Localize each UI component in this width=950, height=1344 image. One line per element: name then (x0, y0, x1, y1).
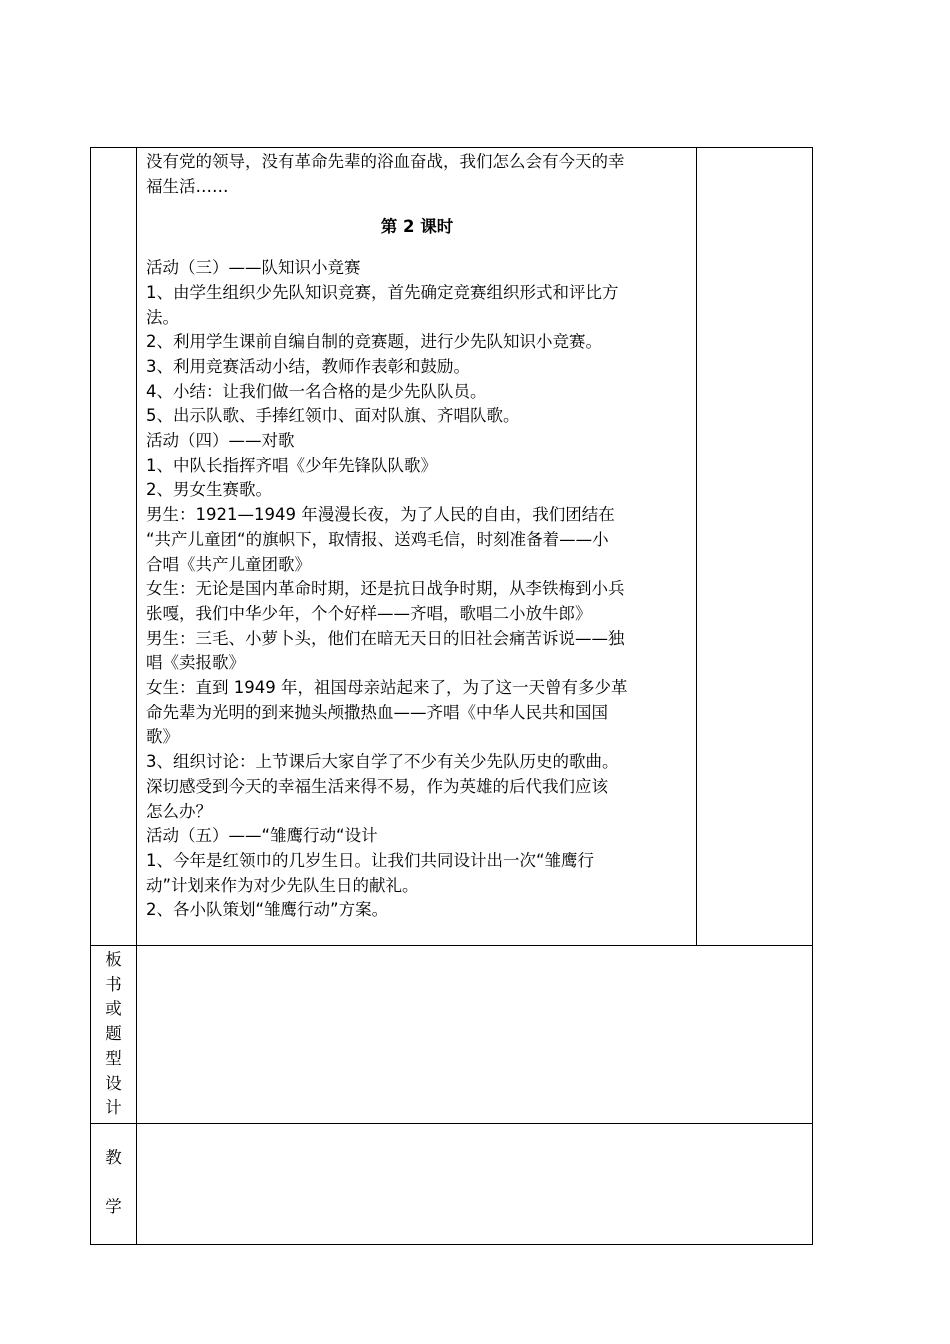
content-line: 深切感受到今天的幸福生活来得不易，作为英雄的后代我们应该 (146, 776, 608, 796)
label-char: 或 (105, 999, 122, 1019)
content-line: 1、由学生组织少先队知识竞赛，首先确定竞赛组织形式和评比方 (146, 282, 619, 302)
content-line: 活动（四）——对歌 (146, 431, 295, 451)
board-design-row (91, 946, 813, 1124)
content-line: 女生：无论是国内革命时期，还是抗日战争时期，从李铁梅到小兵 (146, 579, 625, 599)
label-char: 板 (105, 950, 122, 969)
label-char: 计 (105, 1098, 122, 1118)
content-row (91, 148, 813, 946)
content-line: 2、利用学生课前自编自制的竞赛题，进行少先队知识小竞赛。 (146, 332, 602, 352)
row-label-cell-empty (91, 148, 137, 946)
content-line: 法。 (146, 307, 179, 327)
content-line: 1、中队长指挥齐唱《少年先锋队队歌》 (146, 455, 437, 475)
content-line: 没有党的领导，没有革命先辈的浴血奋战，我们怎么会有今天的幸 (146, 152, 625, 171)
lesson-plan-table (90, 147, 813, 1245)
notes-cell (697, 148, 813, 946)
content-line: 怎么办？ (146, 801, 212, 821)
label-char: 教 (105, 1148, 122, 1167)
lesson-content-cell (137, 148, 697, 946)
board-design-content (137, 946, 813, 1124)
board-design-label (91, 946, 137, 1124)
lesson-period-heading: 第 2 课时 (380, 217, 454, 237)
content-line: 2、男女生赛歌。 (146, 480, 272, 500)
teaching-row (91, 1124, 813, 1245)
label-char: 设 (105, 1073, 122, 1093)
label-char: 题 (105, 1024, 122, 1044)
content-line: 活动（五）——“雏鹰行动“设计 (146, 826, 378, 846)
content-line: 4、小结：让我们做一名合格的是少先队队员。 (146, 381, 487, 401)
content-line: 3、组织讨论：上节课后大家自学了不少有关少先队历史的歌曲。 (146, 752, 619, 772)
content-line: 动”计划来作为对少先队生日的献礼。 (146, 875, 419, 895)
teaching-label (91, 1124, 137, 1245)
content-line: 福生活…… (146, 176, 229, 196)
label-char: 书 (105, 974, 122, 994)
content-line: 2、各小队策划“雏鹰行动”方案。 (146, 900, 389, 920)
content-line: “共产儿童团“的旗帜下，取情报、送鸡毛信，时刻准备着——小 (146, 529, 609, 549)
content-line: 5、出示队歌、手捧红领巾、面对队旗、齐唱队歌。 (146, 406, 520, 426)
content-line: 1、今年是红领巾的几岁生日。让我们共同设计出一次“雏鹰行 (146, 850, 595, 870)
label-char: 型 (105, 1048, 122, 1068)
label-char: 学 (105, 1196, 122, 1216)
content-line: 3、利用竞赛活动小结，教师作表彰和鼓励。 (146, 356, 470, 376)
content-line: 女生：直到 1949 年，祖国母亲站起来了，为了这一天曾有多少革 (146, 678, 628, 698)
content-line: 男生：三毛、小萝卜头，他们在暗无天日的旧社会痛苦诉说——独 (146, 628, 625, 648)
content-line: 男生：1921—1949 年漫漫长夜，为了人民的自由，我们团结在 (146, 505, 615, 525)
content-line: 张嘎，我们中华少年，个个好样——齐唱，歌唱二小放牛郎》 (146, 603, 592, 623)
content-line: 命先辈为光明的到来抛头颅撒热血——齐唱《中华人民共和国国 (146, 702, 608, 722)
content-line: 歌》 (146, 727, 179, 747)
content-line: 唱《卖报歌》 (146, 653, 245, 673)
content-line: 活动（三）——队知识小竞赛 (146, 258, 361, 278)
activity-text-block (146, 256, 688, 923)
content-line: 合唱《共产儿童团歌》 (146, 554, 311, 574)
teaching-content (137, 1124, 813, 1245)
